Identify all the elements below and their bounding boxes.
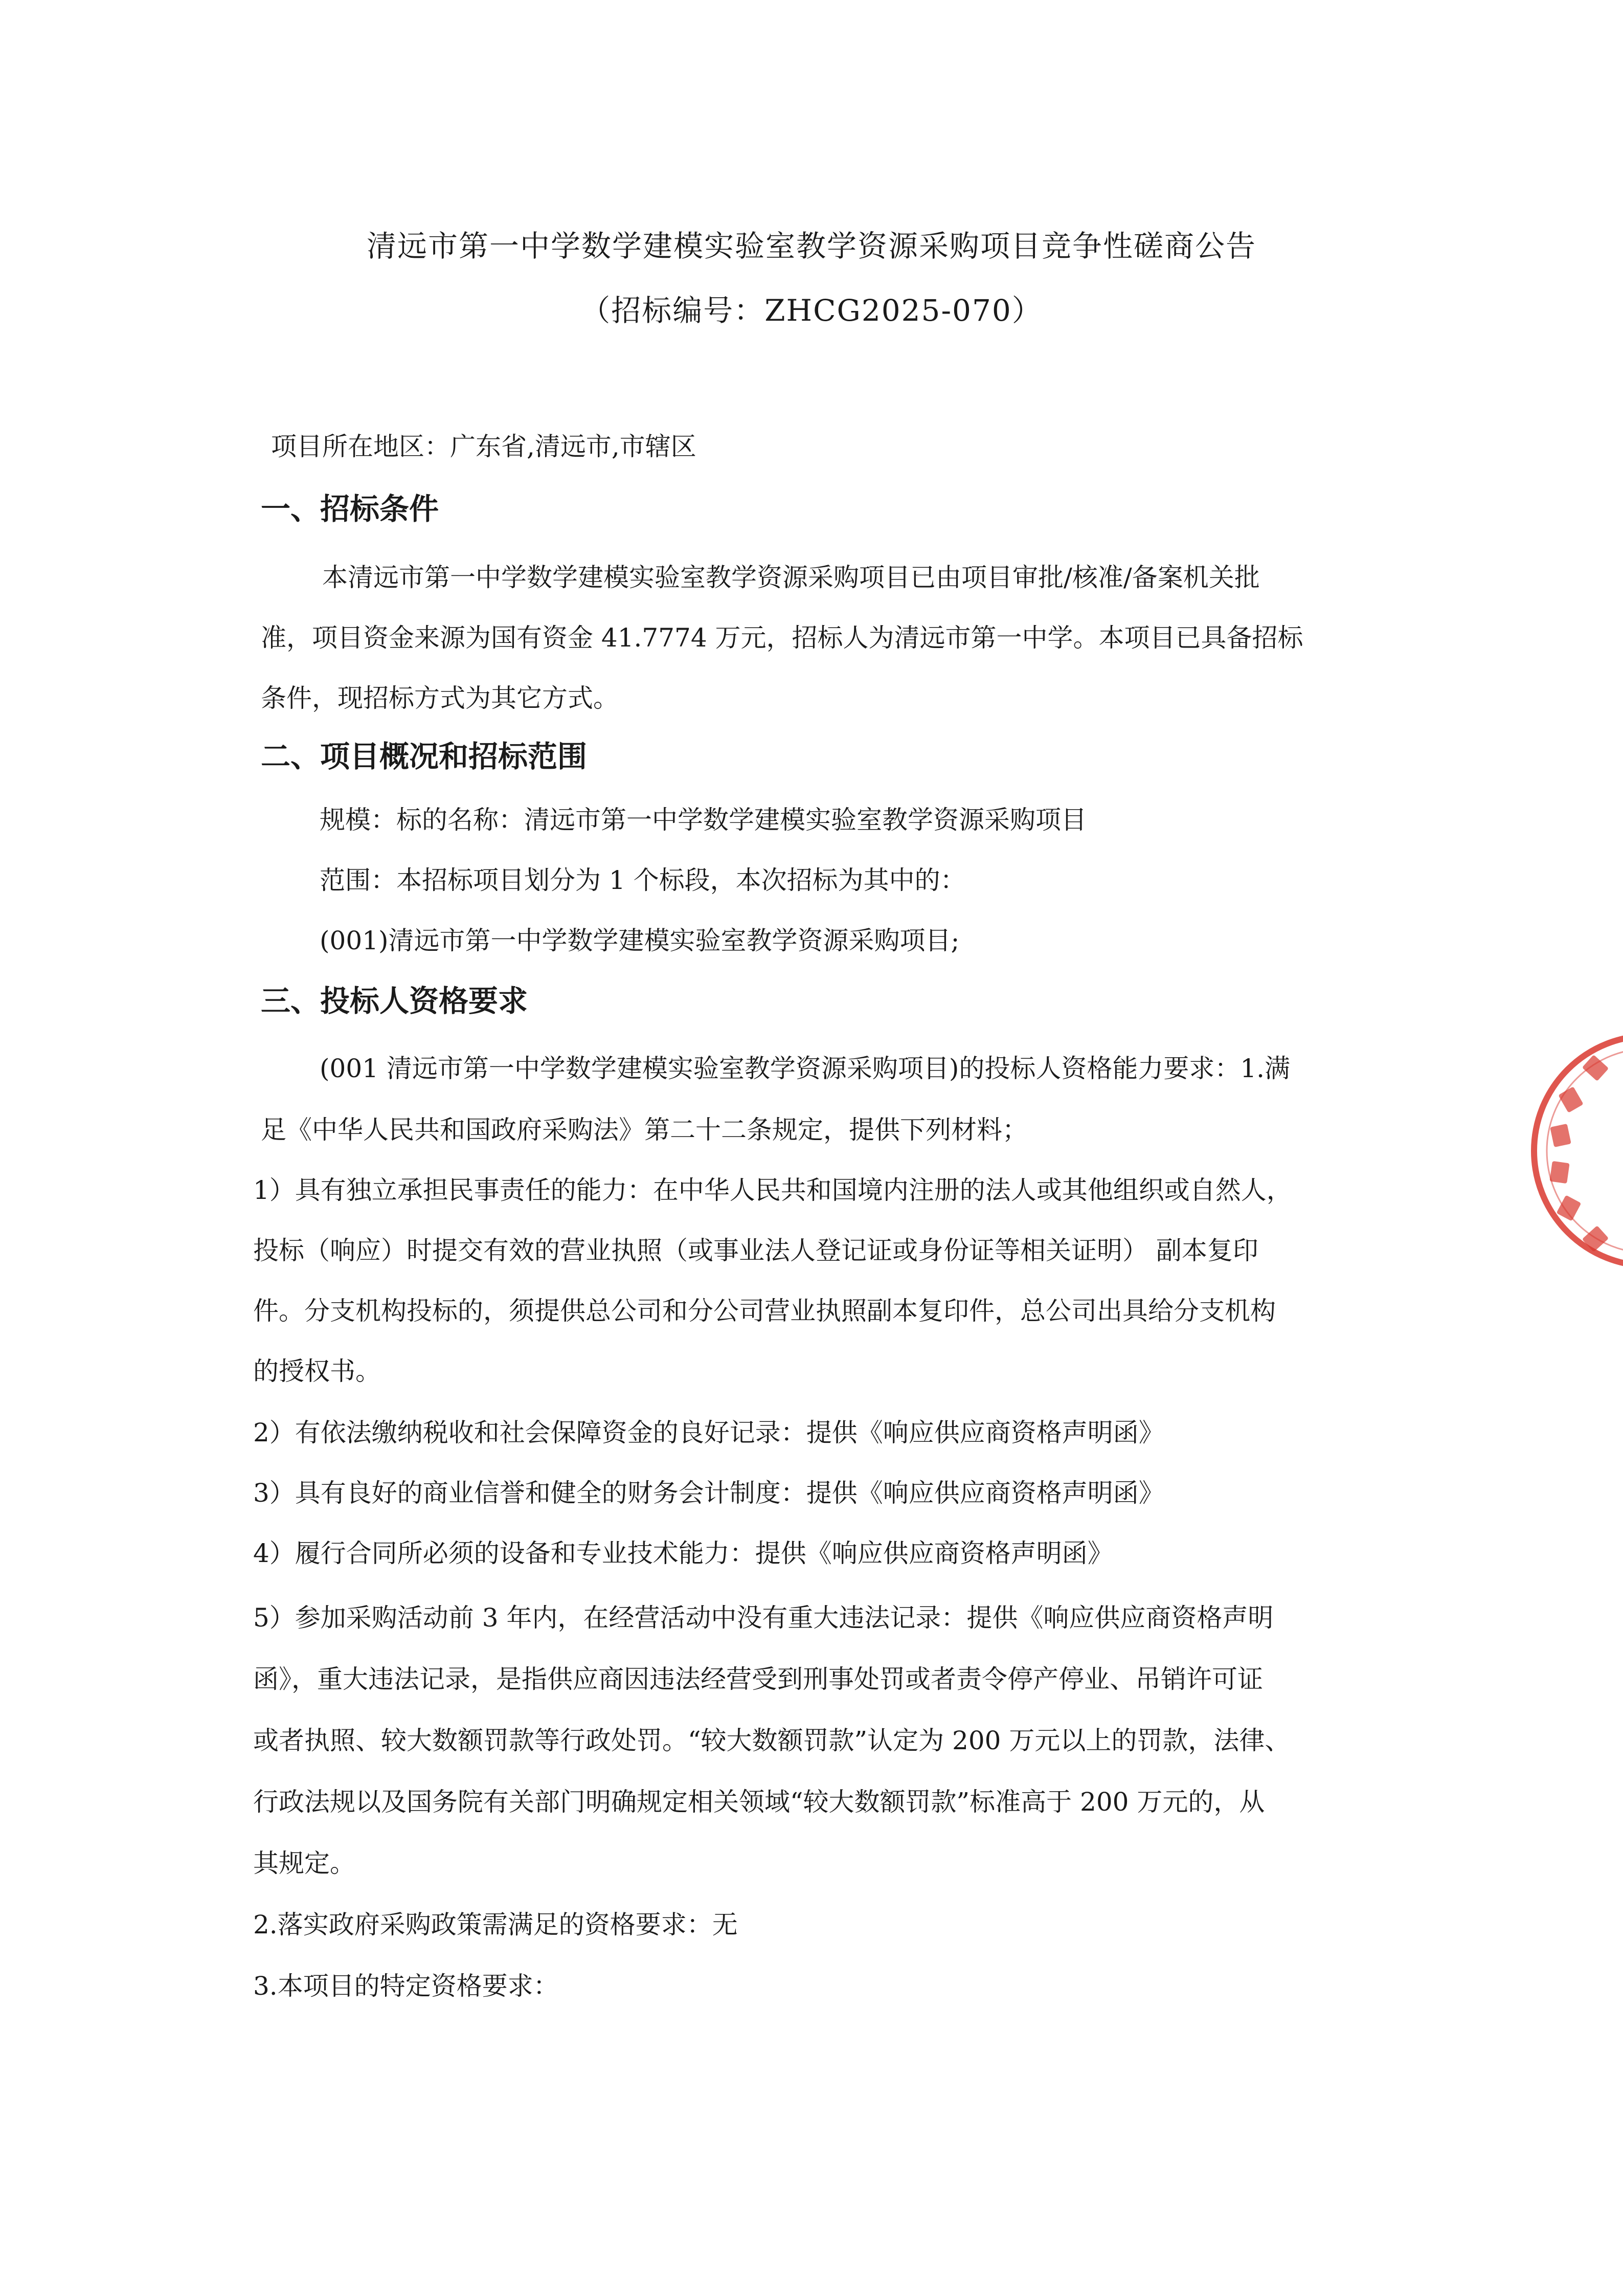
section3-line-16: 3.本项目的特定资格要求：: [253, 1971, 559, 2001]
section3-line-15: 2.落实政府采购政策需满足的资格要求：无: [253, 1910, 738, 1940]
section-heading-1: 一、招标条件: [261, 492, 439, 526]
section1-line-2: 准，项目资金来源为国有资金 41.7774 万元，招标人为清远市第一中学。本项目已具备招标: [261, 623, 1303, 653]
section2-line-2: 范围：本招标项目划分为 1 个标段，本次招标为其中的：: [320, 865, 966, 895]
project-location: 项目所在地区：广东省,清远市,市辖区: [271, 432, 696, 461]
section3-line-3: 1）具有独立承担民事责任的能力：在中华人民共和国境内注册的法人或其他组织或自然人，: [253, 1175, 1292, 1205]
section2-line-1: 规模：标的名称：清远市第一中学数学建模实验室教学资源采购项目: [320, 805, 1087, 835]
document-title: 清远市第一中学数学建模实验室教学资源采购项目竞争性磋商公告: [366, 229, 1256, 263]
section3-line-6: 的授权书。: [253, 1356, 381, 1386]
section2-line-3: (001)清远市第一中学数学建模实验室教学资源采购项目;: [320, 926, 960, 955]
bid-number: （招标编号：ZHCG2025-070）: [580, 293, 1043, 328]
section3-line-14: 其规定。: [253, 1848, 355, 1878]
section3-line-2: 足《中华人民共和国政府采购法》第二十二条规定，提供下列材料；: [261, 1115, 1028, 1145]
section3-line-13: 行政法规以及国务院有关部门明确规定相关领域“较大数额罚款”标准高于 200 万元的，从: [253, 1787, 1265, 1817]
section3-line-10: 5）参加采购活动前 3 年内，在经营活动中没有重大违法记录：提供《响应供应商资格声明: [253, 1603, 1274, 1633]
section-heading-2: 二、项目概况和招标范围: [261, 739, 588, 774]
red-seal-stamp: [1526, 1028, 1623, 1274]
section3-line-12: 或者执照、较大数额罚款等行政处罚。“较大数额罚款”认定为 200 万元以上的罚款，法律、: [253, 1726, 1291, 1755]
section1-line-3: 条件，现招标方式为其它方式。: [261, 683, 619, 713]
section3-line-4: 投标（响应）时提交有效的营业执照（或事业法人登记证或身份证等相关证明） 副本复印: [253, 1236, 1258, 1265]
section3-line-1: (001 清远市第一中学数学建模实验室教学资源采购项目)的投标人资格能力要求：1.满: [320, 1054, 1291, 1083]
section1-line-1: 本清远市第一中学数学建模实验室教学资源采购项目已由项目审批/核准/备案机关批: [322, 563, 1260, 592]
section3-line-8: 3）具有良好的商业信誉和健全的财务会计制度：提供《响应供应商资格声明函》: [253, 1478, 1164, 1508]
section-heading-3: 三、投标人资格要求: [261, 984, 528, 1018]
section3-line-11: 函》，重大违法记录，是指供应商因违法经营受到刑事处罚或者责令停产停业、吊销许可证: [253, 1664, 1263, 1694]
section3-line-7: 2）有依法缴纳税收和社会保障资金的良好记录：提供《响应供应商资格声明函》: [253, 1418, 1164, 1447]
section3-line-5: 件。分支机构投标的，须提供总公司和分公司营业执照副本复印件，总公司出具给分支机构: [253, 1296, 1276, 1326]
section3-line-9: 4）履行合同所必须的设备和专业技术能力：提供《响应供应商资格声明函》: [253, 1539, 1113, 1568]
